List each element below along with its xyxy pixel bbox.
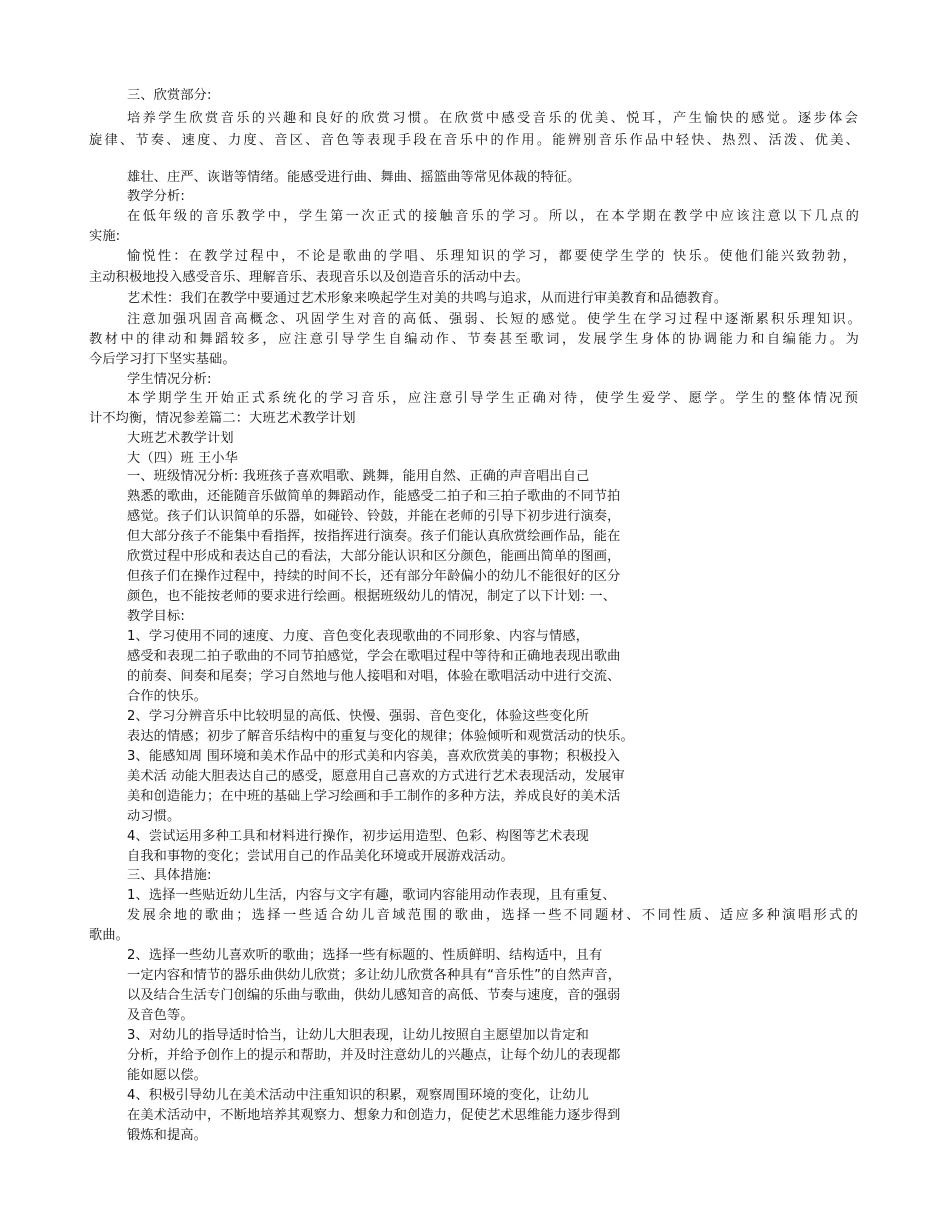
text-line: 3、能感知周 围环境和美术作品中的形式美和内容美，喜欢欣赏美的事物；积极投入 (127, 749, 621, 764)
text-line: 分析，并给予创作上的提示和帮助，并及时注意幼儿的兴趣点，让每个幼儿的表现都 (127, 1048, 621, 1063)
text-line: 感受和表现二拍子歌曲的不同节拍感觉，学会在歌唱过程中等待和正确地表现出歌曲 (127, 649, 621, 664)
text-line: 一、班级情况分析: 我班孩子喜欢唱歌、跳舞，能用自然、正确的声音唱出自己 (127, 469, 590, 484)
text-line: 本学期学生开始正式系统化的学习音乐，应注意引导学生正确对待，使学生爱学、愿学。学生的整体情况预 (127, 391, 861, 406)
text-line: 2、选择一些幼儿喜欢听的歌曲；选择一些有标题的、性质鲜明、结构适中，且有 (127, 948, 603, 963)
text-line: 今后学习打下坚实基础。 (89, 352, 236, 367)
text-line: 雄壮、庄严、诙谐等情绪。能感受进行曲、舞曲、摇篮曲等常见体裁的特征。 (127, 170, 581, 185)
text-line: 注意加强巩固音高概念、巩固学生对音的高低、强弱、长短的感觉。使学生在学习过程中逐渐累积乐理知识。 (127, 312, 863, 327)
text-line: 及音色等。 (127, 1008, 194, 1023)
text-line: 能如愿以偿。 (127, 1068, 208, 1083)
text-line: 培养学生欣赏音乐的兴趣和良好的欣赏习惯。在欣赏中感受音乐的优美、悦耳，产生愉快的感觉。逐步体会 (127, 111, 861, 126)
text-line: 在美术活动中，不断地培养其观察力、想象力和创造力，促使艺术思维能力逐步得到 (127, 1108, 621, 1123)
text-line: 主动积极地投入感受音乐、理解音乐、表现音乐以及创造音乐的活动中去。 (89, 270, 530, 285)
text-line: 一定内容和情节的器乐曲供幼儿欣赏；多让幼儿欣赏各种具有“音乐性”的自然声音， (127, 968, 622, 983)
text-line: 教学分析: (127, 189, 185, 204)
text-line: 实施: (89, 229, 121, 244)
text-line: 旋律、节奏、速度、力度、音区、音色等表现手段在音乐中的作用。能辨别音乐作品中轻快、热烈、活泼、优美、 (89, 133, 862, 148)
text-line: 2、学习分辨音乐中比较明显的高低、快慢、强弱、音色变化，体验这些变化所 (127, 709, 590, 724)
text-line: 以及结合生活专门创编的乐曲与歌曲，供幼儿感知音的高低、节奏与速度，音的强弱 (127, 988, 621, 1003)
text-line: 教学目标: (127, 609, 185, 624)
text-line: 但孩子们在操作过程中，持续的时间不长，还有部分年龄偏小的幼儿不能很好的区分 (127, 569, 621, 584)
text-line: 三、欣赏部分: (127, 88, 212, 103)
text-line: 动习惯。 (127, 809, 181, 824)
text-line: 艺术性：我们在教学中要通过艺术形象来唤起学生对美的共鸣与追求，从而进行审美教育和品德教育。 (127, 291, 728, 306)
text-line: 1、选择一些贴近幼儿生活，内容与文字有趣，歌词内容能用动作表现，且有重复、 (127, 888, 616, 903)
text-line: 合作的快乐。 (127, 689, 208, 704)
text-line: 锻炼和提高。 (127, 1128, 208, 1143)
text-line: 美术活 动能大胆表达自己的感受，愿意用自己喜欢的方式进行艺术表现活动，发展审 (127, 769, 625, 784)
text-line: 计不均衡，情况参差篇二：大班艺术教学计划 (89, 411, 356, 426)
text-line: 感觉。孩子们认识简单的乐器，如碰铃、铃鼓，并能在老师的引导下初步进行演奏， (127, 509, 621, 524)
text-line: 发展余地的歌曲；选择一些适合幼儿音域范围的歌曲，选择一些不同题材、不同性质、适应多种演唱形式的 (127, 908, 861, 923)
text-line: 的前奏、间奏和尾奏；学习自然地与他人接唱和对唱，体验在歌唱活动中进行交流、 (127, 669, 621, 684)
text-line: 熟悉的歌曲，还能随音乐做简单的舞蹈动作，能感受二拍子和三拍子歌曲的不同节拍 (127, 489, 621, 504)
text-line: 4、积极引导幼儿在美术活动中注重知识的积累，观察周围环境的变化，让幼儿 (127, 1088, 590, 1103)
text-line: 3、对幼儿的指导适时恰当，让幼儿大胆表现，让幼儿按照自主愿望加以肯定和 (127, 1028, 590, 1043)
text-line: 欣赏过程中形成和表达自己的看法，大部分能认识和区分颜色，能画出简单的图画， (127, 549, 621, 564)
text-line: 1、学习使用不同的速度、力度、音色变化表现歌曲的不同形象、内容与情感， (127, 629, 590, 644)
text-line: 歌曲。 (89, 928, 130, 943)
text-line: 自我和事物的变化；尝试用自己的作品美化环境或开展游戏活动。 (127, 849, 514, 864)
text-line: 但大部分孩子不能集中看指挥，按指挥进行演奏。孩子们能认真欣赏绘画作品，能在 (127, 529, 621, 544)
text-line: 表达的情感；初步了解音乐结构中的重复与变化的规律；体验倾听和观赏活动的快乐。 (127, 729, 634, 744)
text-line: 愉悦性：在教学过程中，不论是歌曲的学唱、乐理知识的学习，都要使学生学的 快乐。使他们能兴致勃勃， (127, 249, 858, 264)
text-line: 美和创造能力；在中班的基础上学习绘画和手工制作的多种方法，养成良好的美术活 (127, 789, 621, 804)
text-line: 教材中的律动和舞蹈较多，应注意引导学生自编动作、节奏甚至歌词，发展学生身体的协调能力和自编能力。为 (89, 332, 862, 347)
text-line: 三、具体措施: (127, 868, 212, 883)
text-line: 在低年级的音乐教学中，学生第一次正式的接触音乐的学习。所以，在本学期在教学中应该注意以下几点的 (127, 209, 862, 224)
text-line: 大（四）班 王小华 (127, 451, 239, 466)
text-line: 学生情况分析: (127, 372, 212, 387)
text-line: 大班艺术教学计划 (127, 431, 234, 446)
text-line: 4、尝试运用多种工具和材料进行操作，初步运用造型、色彩、构图等艺术表现 (127, 829, 590, 844)
text-line: 颜色，也不能按老师的要求进行绘画。根据班级幼儿的情况，制定了以下计划: 一、 (127, 589, 617, 604)
